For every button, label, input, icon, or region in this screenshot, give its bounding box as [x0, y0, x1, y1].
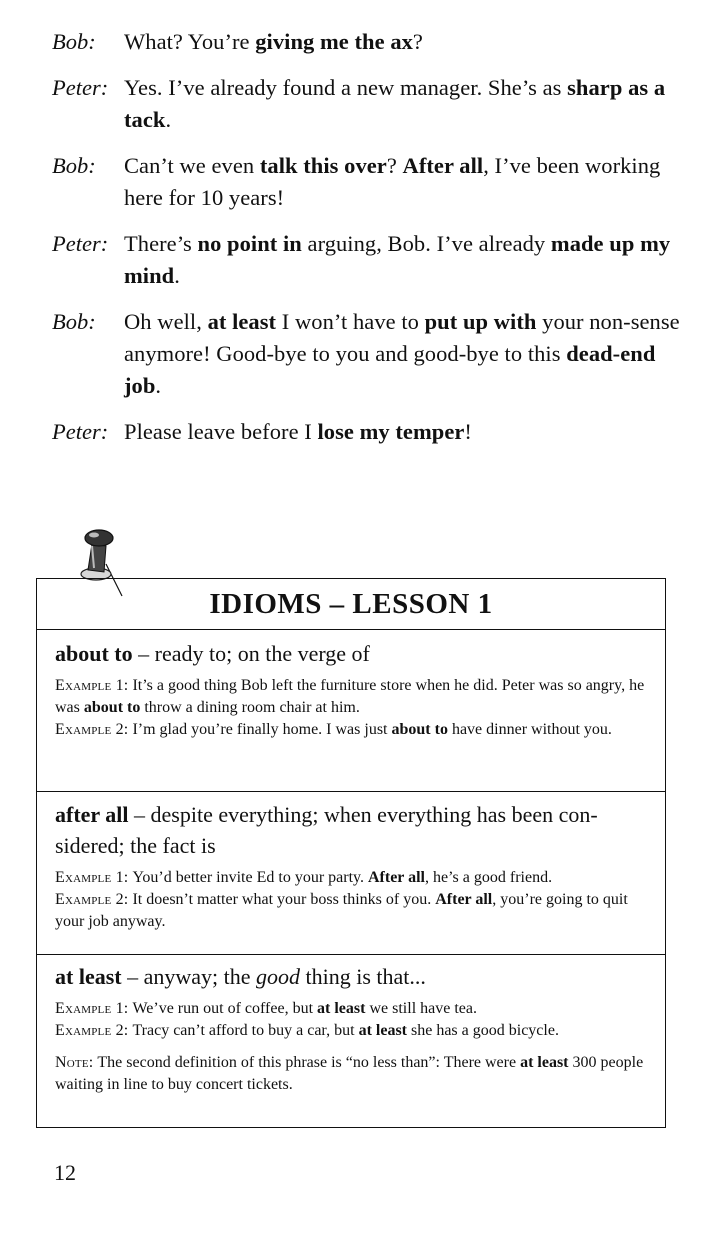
idiom: dead-end job	[124, 341, 656, 398]
idiom: put up with	[424, 309, 537, 334]
dialogue-line	[52, 26, 682, 58]
idiom: After all	[402, 153, 484, 178]
note: Note: The second definition of this phrase is “no less than”: There were at least 300 people waiting in line to buy concert tickets.	[55, 1054, 644, 1093]
speaker: Bob:	[52, 309, 96, 334]
speech: Can’t we even talk this over? After all, I’ve been working here for 10 years!	[124, 153, 661, 210]
example: Example 1: You’d better invite Ed to your party. After all, he’s a good friend.	[55, 869, 553, 886]
dialogue-line	[52, 150, 682, 214]
speech: Please leave before I lose my temper!	[124, 419, 472, 444]
example: Example 2: It doesn’t matter what your boss thinks of you. After all, you’re going to quit your job anyway.	[55, 891, 628, 930]
dialogue	[52, 26, 682, 462]
speaker: Bob:	[52, 153, 96, 178]
entry-headword: after all – despite everything; when everything has been con-sidered; the fact is	[55, 802, 598, 858]
idiom: talk this over	[259, 153, 387, 178]
speech: Oh well, at least I won’t have to put up with your non-sense anymore! Good-bye to you and good-bye to this dead-end job.	[124, 309, 680, 398]
dialogue-line	[52, 416, 682, 448]
entry-headword: at least – anyway; the good thing is that...	[55, 964, 426, 989]
example: Example 2: Tracy can’t afford to buy a car, but at least she has a good bicycle.	[55, 1022, 559, 1039]
example: Example 2: I’m glad you’re finally home. I was just about to have dinner without you.	[55, 721, 612, 738]
idiom: sharp as a tack	[124, 75, 666, 132]
idiom-entry-after-all	[37, 792, 665, 955]
speaker: Bob:	[52, 29, 96, 54]
dialogue-line	[52, 228, 682, 292]
example: Example 1: It’s a good thing Bob left the furniture store when he did. Peter was so angry, he was about to throw a dining room chair at him.	[55, 677, 645, 716]
speaker: Peter:	[52, 419, 109, 444]
page-number: 12	[54, 1160, 76, 1185]
idiom: at least	[207, 309, 277, 334]
speaker: Peter:	[52, 75, 109, 100]
speaker: Peter:	[52, 231, 109, 256]
idiom: no point in	[197, 231, 302, 256]
idiom-entry-at-least	[37, 955, 665, 1096]
idiom: lose my temper	[317, 419, 465, 444]
lesson-title: IDIOMS – LESSON 1	[37, 579, 665, 630]
dialogue-line	[52, 72, 682, 136]
entry-headword: about to – ready to; on the verge of	[55, 641, 370, 666]
speech: Yes. I’ve already found a new manager. She’s as sharp as a tack.	[124, 75, 666, 132]
speech: There’s no point in arguing, Bob. I’ve already made up my mind.	[124, 231, 671, 288]
example: Example 1: We’ve run out of coffee, but at least we still have tea.	[55, 1000, 477, 1017]
idiom: made up my mind	[124, 231, 671, 288]
dialogue-line	[52, 306, 682, 402]
idioms-lesson-box	[36, 578, 666, 1128]
idiom: giving me the ax	[255, 29, 413, 54]
speech: What? You’re giving me the ax?	[124, 29, 423, 54]
idiom-entry-about-to	[37, 630, 665, 792]
